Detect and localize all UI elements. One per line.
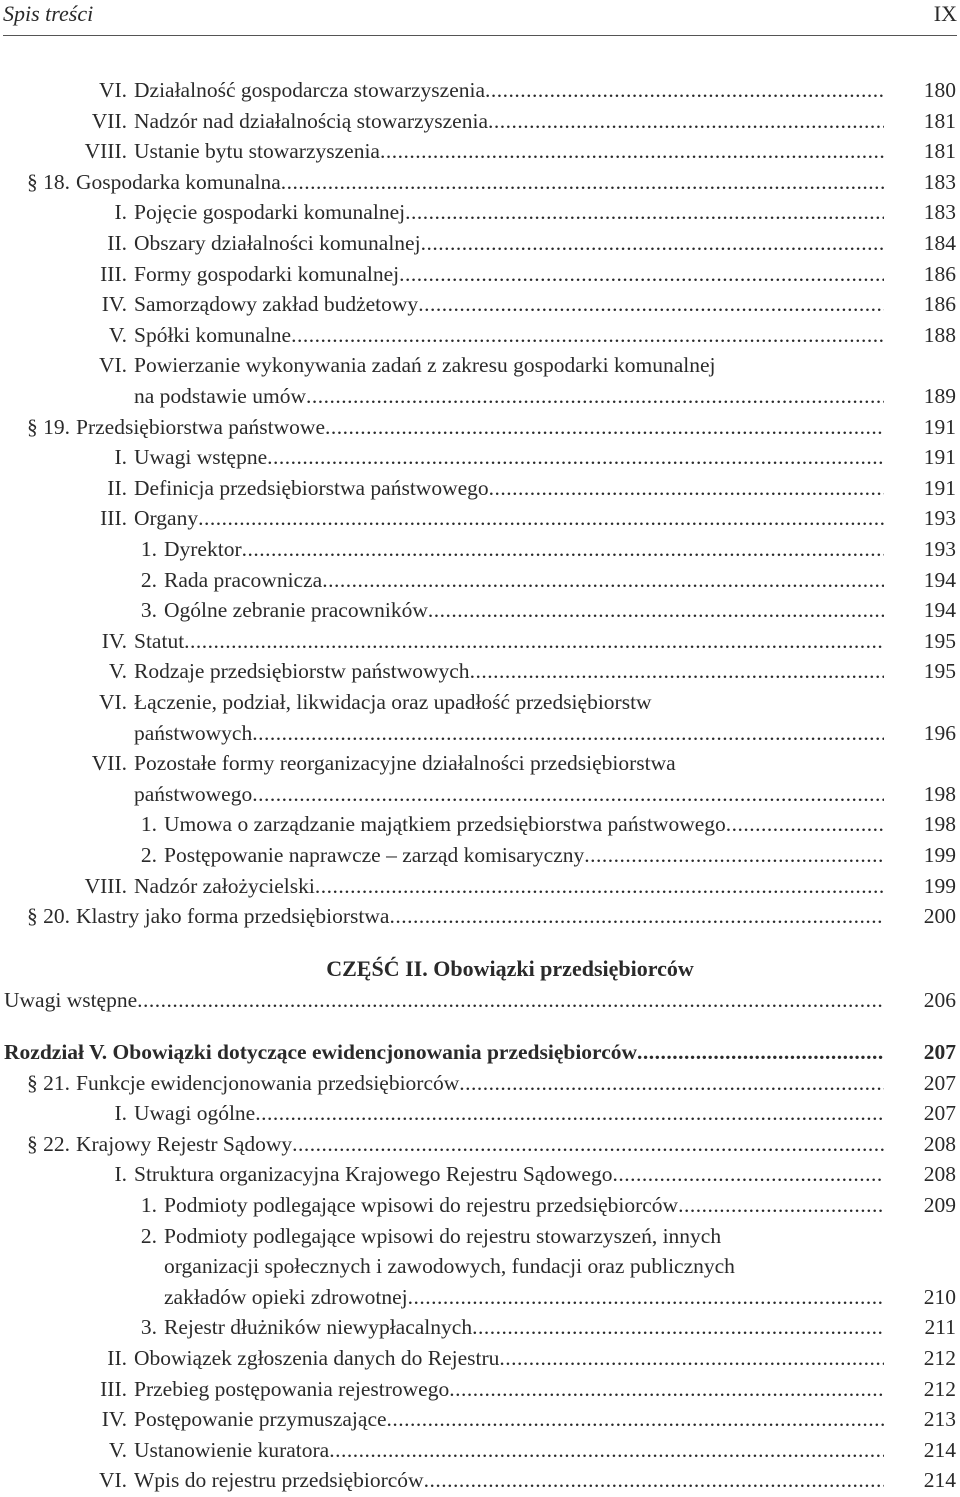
toc-entry <box>0 320 960 350</box>
toc-entry <box>0 779 960 809</box>
dot-leader <box>678 1190 884 1220</box>
toc-page-number: 209 <box>923 1193 956 1217</box>
toc-page-number: 191 <box>923 445 956 470</box>
toc-entry-number: VI. <box>98 690 127 714</box>
toc-entry-title: Ogólne zebranie pracowników <box>164 598 428 623</box>
toc-page-number: 213 <box>923 1407 956 1432</box>
dot-leader <box>389 901 884 931</box>
dot-leader <box>387 1404 884 1434</box>
toc-entry <box>0 1465 960 1495</box>
toc-entry <box>0 289 960 319</box>
part-heading: CZĘŚĆ II. Obowiązki przedsiębiorców <box>326 956 694 981</box>
toc-entry <box>0 503 960 533</box>
toc-entry-number: II. <box>107 1346 127 1370</box>
toc-entry-number: VII. <box>91 108 127 133</box>
toc-entry <box>0 1343 960 1373</box>
dot-leader <box>198 503 884 533</box>
toc-entry <box>0 1221 960 1251</box>
toc-entry-title: Przebieg postępowania rejestrowego <box>134 1376 450 1401</box>
toc-entry-number: IV. <box>101 1407 127 1432</box>
toc-entry-number: VIII. <box>84 139 127 164</box>
toc-page-number: 214 <box>923 1468 956 1493</box>
toc-entry-title: Podmioty podlegające wpisowi do rejestru stowarzyszeń, innych <box>164 1223 722 1248</box>
toc-entry-number: V. <box>108 1437 127 1462</box>
toc-entry-title: Rejestr dłużników niewypłacalnych <box>164 1315 473 1340</box>
dot-leader <box>399 259 884 289</box>
toc-entry <box>0 809 960 839</box>
toc-entry-title: Statut <box>134 628 185 653</box>
toc-entry-number: § 21. <box>27 1070 70 1095</box>
toc-entry <box>0 626 960 656</box>
toc-entry-title: Nadzór nad działalnością stowarzyszenia <box>134 108 488 133</box>
dot-leader <box>255 1098 884 1128</box>
toc-entry-number: III. <box>100 261 127 286</box>
toc-page-number: 186 <box>923 292 956 317</box>
toc-entry-title: Organy <box>134 506 199 531</box>
toc-page-number: 199 <box>923 843 956 867</box>
toc-entry <box>0 412 960 442</box>
toc-entry-title: Pojęcie gospodarki komunalnej <box>134 200 406 225</box>
toc-page-number: 196 <box>923 720 956 745</box>
toc-page-number: 207 <box>923 1070 956 1095</box>
toc-entry-title: zakładów opieki zdrowotnej <box>164 1284 408 1309</box>
toc-entry <box>0 1251 960 1281</box>
toc-entry-title: Postępowanie naprawcze – zarząd komisaryczny <box>164 843 585 867</box>
toc-page-number: 193 <box>923 506 956 531</box>
toc-page-number: 211 <box>924 1315 956 1340</box>
toc-entry-number: V. <box>108 659 127 684</box>
toc-entry-number: V. <box>108 322 127 347</box>
toc-entry-number: I. <box>114 200 127 225</box>
toc-page-number: 195 <box>923 659 956 684</box>
toc-entry-number: § 18. <box>27 169 70 194</box>
toc-entry <box>0 1374 960 1404</box>
dot-leader <box>405 197 884 227</box>
toc-entry <box>0 840 960 870</box>
toc-page-number: 191 <box>923 475 956 500</box>
toc-entry-title: Podmioty podlegające wpisowi do rejestru przedsiębiorców <box>164 1193 679 1217</box>
toc-entry <box>0 1282 960 1312</box>
toc-entry-title: Spółki komunalne <box>134 322 292 347</box>
toc-entry-number: § 22. <box>27 1131 70 1156</box>
dot-leader <box>637 1037 884 1067</box>
toc-entry-number: § 20. <box>27 904 70 929</box>
dot-leader <box>584 840 884 870</box>
toc-entry <box>0 565 960 595</box>
toc-entry-title: Ustanie bytu stowarzyszenia <box>134 139 380 164</box>
toc-entry-number: IV. <box>101 628 127 653</box>
toc-entry <box>0 901 960 931</box>
toc-entry-title: Powierzanie wykonywania zadań z zakresu gospodarki komunalnej <box>134 353 716 378</box>
dot-leader <box>459 1068 884 1098</box>
toc-entry <box>0 473 960 503</box>
toc-entry-number: III. <box>100 1376 127 1401</box>
toc-entry-title: Przedsiębiorstwa państwowe <box>76 414 325 439</box>
toc-entry <box>0 534 960 564</box>
toc-page-number: 212 <box>923 1376 956 1401</box>
toc-entry-number: II. <box>107 475 127 500</box>
toc-page-number: 180 <box>923 78 956 102</box>
toc-entry <box>0 1068 960 1098</box>
toc-page-number: 198 <box>923 812 956 837</box>
toc-page-number: 199 <box>923 873 956 898</box>
toc-entry-number: 2. <box>140 567 157 592</box>
toc-entry-title: państwowych <box>134 720 253 745</box>
toc-page-number: 181 <box>923 139 956 164</box>
dot-leader <box>408 1282 884 1312</box>
dot-leader <box>184 626 884 656</box>
dot-leader <box>281 167 884 197</box>
toc-entry-title: Uwagi wstępne <box>4 988 138 1012</box>
header-page-number: IX <box>933 1 957 26</box>
toc-entry-title: Formy gospodarki komunalnej <box>134 261 400 286</box>
toc-entry <box>0 718 960 748</box>
dot-leader <box>315 871 884 901</box>
toc-entry-number: 3. <box>140 1315 157 1340</box>
toc-entry <box>0 595 960 625</box>
toc-entry-number: VII. <box>91 751 127 776</box>
toc-entry-title: Samorządowy zakład budżetowy <box>134 292 419 317</box>
toc-entry-title: Klastry jako forma przedsiębiorstwa <box>76 904 390 929</box>
toc-entry <box>0 136 960 166</box>
toc-entry-title: Struktura organizacyjna Krajowego Rejestru Sądowego <box>134 1162 613 1187</box>
dot-leader <box>612 1159 884 1189</box>
toc-page-number: 193 <box>923 537 956 561</box>
toc-entry-title: Uwagi ogólne <box>134 1101 256 1126</box>
toc-page-number: 214 <box>923 1437 956 1462</box>
toc-entry-number: I. <box>114 1101 127 1126</box>
toc-entry-title: Krajowy Rejestr Sądowy <box>76 1131 293 1156</box>
dot-leader <box>449 1374 884 1404</box>
dot-leader <box>488 106 884 136</box>
toc-entry-title: Wpis do rejestru przedsiębiorców <box>134 1468 424 1493</box>
toc-entry-title: Umowa o zarządzanie majątkiem przedsiębiorstwa państwowego <box>164 812 726 837</box>
toc-entry <box>0 442 960 472</box>
toc-entry-title: państwowego <box>134 781 253 806</box>
toc-entry-number: II. <box>107 231 127 255</box>
toc-entry-number: III. <box>100 506 127 531</box>
toc-entry-number: 2. <box>140 1223 157 1248</box>
dot-leader <box>380 136 884 166</box>
toc-entry-title: Obszary działalności komunalnej <box>134 231 421 255</box>
toc-entry <box>0 167 960 197</box>
toc-entry-title: Łączenie, podział, likwidacja oraz upadłość przedsiębiorstw <box>134 690 652 714</box>
toc-entry <box>0 985 960 1015</box>
dot-leader <box>726 809 884 839</box>
toc-entry <box>0 1404 960 1434</box>
toc-entry <box>0 259 960 289</box>
toc-entry-number: VI. <box>98 353 127 378</box>
toc-page-number: 191 <box>923 414 956 439</box>
toc-page-number: 210 <box>923 1284 956 1309</box>
toc-page-number: 208 <box>923 1162 956 1187</box>
toc-entry-title: organizacji społecznych i zawodowych, fundacji oraz publicznych <box>164 1254 735 1279</box>
header-rule <box>3 35 957 36</box>
toc-entry-title: Funkcje ewidencjonowania przedsiębiorców <box>76 1070 460 1095</box>
toc-page-number: 194 <box>923 598 956 623</box>
toc-entry-title: Rozdział V. Obowiązki dotyczące ewidencjonowania przedsiębiorców <box>4 1040 638 1064</box>
toc-entry-number: 1. <box>140 812 157 837</box>
toc-entry <box>0 1312 960 1342</box>
toc-entry <box>0 1098 960 1128</box>
header-title: Spis treści <box>3 1 94 26</box>
toc-entry-number: VIII. <box>84 873 127 898</box>
toc-page-number: 181 <box>923 108 956 133</box>
toc-page-number: 194 <box>923 567 956 592</box>
toc-entry <box>0 748 960 778</box>
dot-leader <box>137 985 884 1015</box>
toc-entry-title: Dyrektor <box>164 537 242 561</box>
toc-page-number: 198 <box>923 781 956 806</box>
dot-leader <box>428 595 884 625</box>
toc-entry-number: I. <box>114 445 127 470</box>
toc-entry <box>0 687 960 717</box>
toc-entry-number: 1. <box>140 537 157 561</box>
dot-leader <box>252 718 884 748</box>
toc-page-number: 207 <box>923 1101 956 1126</box>
toc-entry-title: Postępowanie przymuszające <box>134 1407 387 1432</box>
dot-leader <box>322 565 884 595</box>
toc-entry-number: VI. <box>98 78 127 102</box>
dot-leader <box>421 228 884 258</box>
toc-entry <box>0 197 960 227</box>
toc-entry-title: Rada pracownicza <box>164 567 323 592</box>
toc-entry-title: Działalność gospodarcza stowarzyszenia <box>134 78 486 102</box>
toc-entry <box>0 871 960 901</box>
toc-page-number: 189 <box>923 384 956 408</box>
toc-entry <box>0 1159 960 1189</box>
toc-page-number: 183 <box>923 169 956 194</box>
dot-leader <box>325 412 884 442</box>
toc-entry-title: Gospodarka komunalna <box>76 169 281 194</box>
dot-leader <box>499 1343 884 1373</box>
toc-page-number: 212 <box>923 1346 956 1370</box>
dot-leader <box>242 534 884 564</box>
toc-entry-title: Definicja przedsiębiorstwa państwowego <box>134 475 489 500</box>
toc-entry <box>0 656 960 686</box>
toc-entry-number: IV. <box>101 292 127 317</box>
toc-entry-title: Rodzaje przedsiębiorstw państwowych <box>134 659 470 684</box>
toc-page-number: 188 <box>923 322 956 347</box>
toc-entry <box>0 1129 960 1159</box>
dot-leader <box>329 1435 884 1465</box>
dot-leader <box>470 656 884 686</box>
toc-entry <box>0 1190 960 1220</box>
toc-entry-number: VI. <box>98 1468 127 1493</box>
dot-leader <box>291 320 884 350</box>
toc-entry <box>0 106 960 136</box>
dot-leader <box>252 779 884 809</box>
toc-entry-number: I. <box>114 1162 127 1187</box>
toc-page-number: 207 <box>923 1040 956 1064</box>
dot-leader <box>424 1465 884 1495</box>
toc-page-number: 206 <box>923 988 956 1012</box>
toc-entry <box>0 350 960 380</box>
toc-entry-title: Uwagi wstępne <box>134 445 268 470</box>
toc-page-number: 208 <box>923 1131 956 1156</box>
toc-entry-number: § 19. <box>27 414 70 439</box>
toc-entry <box>0 228 960 258</box>
dot-leader <box>489 473 884 503</box>
toc-entry <box>0 1435 960 1465</box>
toc-entry-title: Ustanowienie kuratora <box>134 1437 330 1462</box>
toc-entry-number: 2. <box>140 843 157 867</box>
toc-page-number: 186 <box>923 261 956 286</box>
toc-page-number: 195 <box>923 628 956 653</box>
dot-leader <box>472 1312 884 1342</box>
dot-leader <box>292 1129 884 1159</box>
toc-entry-title: na podstawie umów <box>134 384 306 408</box>
dot-leader <box>418 289 884 319</box>
dot-leader <box>485 75 884 105</box>
toc-entry <box>0 1037 960 1067</box>
toc-entry-number: 1. <box>140 1193 157 1217</box>
dot-leader <box>267 442 884 472</box>
toc-page-number: 200 <box>923 904 956 929</box>
toc-entry-title: Nadzór założycielski <box>134 873 315 898</box>
toc-entry-title: Obowiązek zgłoszenia danych do Rejestru <box>134 1346 500 1370</box>
toc-page-number: 183 <box>923 200 956 225</box>
toc-entry-number: 3. <box>140 598 157 623</box>
dot-leader <box>306 381 884 411</box>
toc-entry <box>0 381 960 411</box>
toc-entry-title: Pozostałe formy reorganizacyjne działalności przedsiębiorstwa <box>134 751 676 776</box>
toc-entry <box>0 75 960 105</box>
toc-page-number: 184 <box>923 231 956 255</box>
